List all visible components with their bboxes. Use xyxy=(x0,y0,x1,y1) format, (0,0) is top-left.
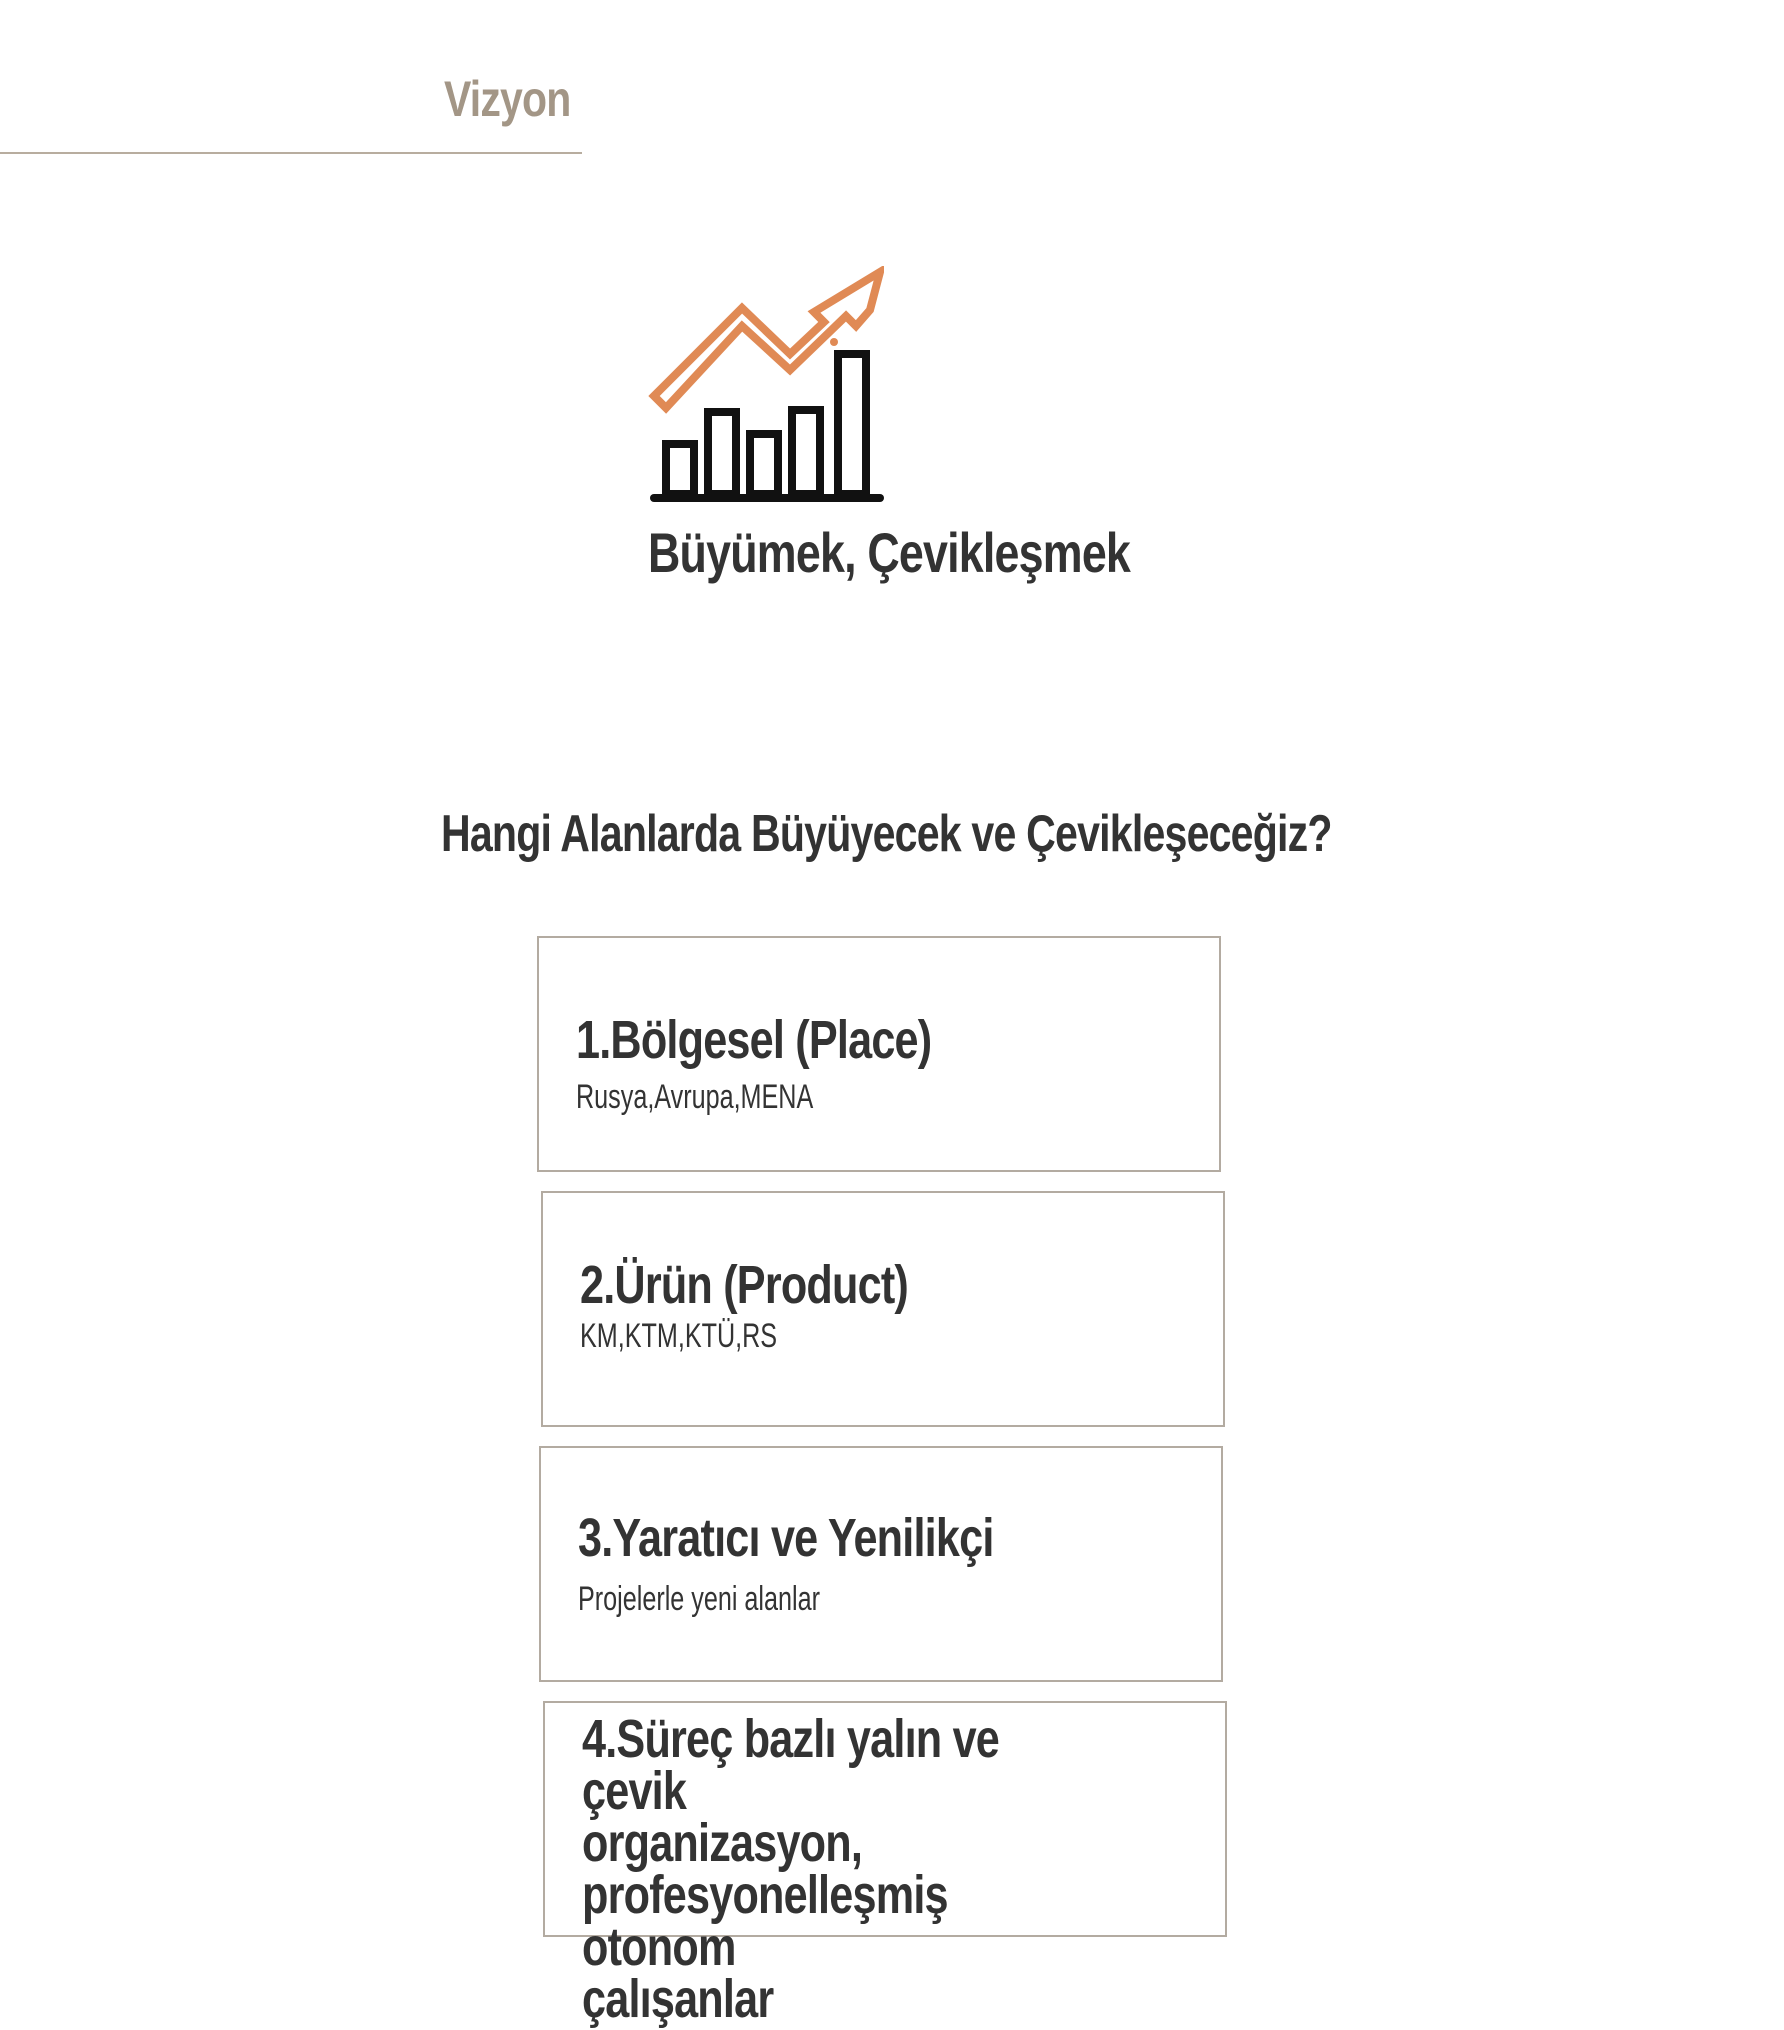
focus-card-2 xyxy=(541,1191,1225,1427)
bar-5 xyxy=(838,354,866,494)
focus-card-4 xyxy=(543,1701,1227,2029)
page-header-title: Vizyon xyxy=(444,71,571,127)
arrow-dot xyxy=(830,338,838,346)
bar-2 xyxy=(708,412,736,494)
card-subtitle: KM,KTM,KTÜ,RS xyxy=(580,1317,778,1355)
card-subtitle: Projelerle yeni alanlar xyxy=(578,1580,820,1618)
card-subtitle: Rusya,Avrupa,MENA xyxy=(576,1078,814,1116)
card-title-line: 4.Süreç bazlı yalın ve çevik xyxy=(582,1709,1000,1821)
card-title: 2.Ürün (Product) xyxy=(580,1255,908,1315)
focus-card-1 xyxy=(537,936,1221,1172)
card-title-line: çalışanlar xyxy=(582,1969,774,2029)
growth-chart-icon xyxy=(648,266,884,506)
focus-card-3 xyxy=(539,1446,1223,1682)
card-title: 3.Yaratıcı ve Yenilikçi xyxy=(578,1508,994,1568)
card-title: 1.Bölgesel (Place) xyxy=(576,1010,932,1070)
bar-3 xyxy=(750,434,778,494)
section-question: Hangi Alanlarda Büyüyecek ve Çevikleşeceğiz? xyxy=(441,805,1332,863)
header-divider xyxy=(0,152,582,154)
bar-1 xyxy=(666,444,694,494)
card-title xyxy=(582,1709,1110,2029)
card-title-line: profesyonelleşmiş otonom xyxy=(582,1865,948,1977)
bar-4 xyxy=(792,410,820,494)
card-title-line: organizasyon, xyxy=(582,1813,863,1873)
rising-arrow-shape xyxy=(654,272,880,408)
hero-caption: Büyümek, Çevikleşmek xyxy=(648,521,1131,584)
